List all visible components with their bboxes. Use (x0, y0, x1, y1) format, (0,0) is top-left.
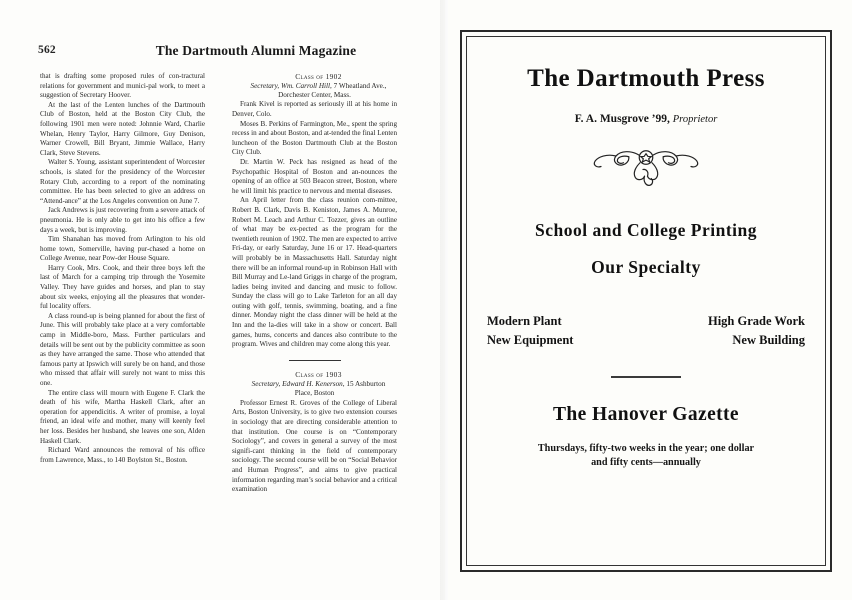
column-middle (232, 72, 397, 495)
column-left (40, 72, 205, 465)
secretary-address-1: , 15 Ashburton (342, 380, 386, 389)
secretary-address-2: Place, Boston (294, 389, 335, 398)
paragraph: Harry Cook, Mrs. Cook, and their three boys left the last of March for a camping trip through the Yosemite Valley. They have guides and horses, and plan to stay about six weeks, enjoying all the pleasures that wonder-ful locality offers. (40, 263, 205, 311)
paragraph: Dr. Martin W. Peck has resigned as head of the Psychopathic Hospital of Boston and an-nounces the opening of an office at 503 Beacon street, Boston, where he will limit his practice to nervous and mental diseases. (232, 157, 397, 195)
paragraph: that is drafting some proposed rules of con-tractural relations for government and munici-pal work, to meet a suggestion of Secretary Hoover. (40, 72, 205, 100)
secretary-name: Wm. Carroll Hill (280, 81, 331, 90)
paragraph: An April letter from the class reunion com-mittee, Robert B. Clark, Davis B. Keniston, James A. Munroe, Robert M. Leach and Arthur C. Tozzer, gives an outline of what may be ex-pected as the program for the twentieth reunion of 1902. The men are expected to arrive Fri-day, or early Saturday, June 16 or 17. Head-quarters will probably be in Massachusetts Hall. Saturday night there will be an informal round-up in Robinson Hall with Bill Murray and Le-land Griggs in charge of the program, ladies being invited and dancing and music to follow. Sunday the class will go to Lake Tarleton for an all day outing with golf, tennis, swimming, boating, and a fine dinner. Monday night the class dinner will be held at the Inn and the la-dies will take in a show or concert. Ball games, hums, concerts and dances also contribute to the program. Wives and children may come along this year. (232, 196, 397, 349)
secretary-address-1: , 7 Wheatland Ave., (330, 81, 387, 90)
paragraph: Walter S. Young, assistant superintendent of Worcester schools, is slated for the presidency of the Worcester Rotary Club, according to a report of the nominating committee. He has been selected to give an address on “Attend-ance” at the Los Angeles convention on June 7. (40, 158, 205, 205)
paragraph: Jack Andrews is just recovering from a severe attack of pneumonia. He is only able to get into his office a few days a week, but is improving. (40, 206, 205, 234)
advertisement-outer-border (460, 30, 832, 572)
paragraph: A class round-up is being planned for about the first of June. This will probably take place at a very comfortable camp in Middle-boro, Mass. Further particulars and details will be sent out by the publicity committee as soon as they have arranged the same. Those who attended that famous party at Ipswich will surely be on hand, and those who missed that affair will surely not want to miss this one. (40, 311, 205, 387)
gazette-terms-line2: and fifty cents—annually (591, 456, 701, 468)
advertisement-headline-line2: Our Specialty (591, 257, 701, 277)
advertisement-features (487, 312, 805, 350)
paragraph: At the last of the Lenten lunches of the Dartmouth Club of Boston, held at the Boston City Club, the following 1901 men were noted: Johnnie Ward, Charlie Whelan, Henry Taylor, Harry Gilmore, Guy Denison, Warner Crowell, Bill Bryant, Jimmie Wallace, Harry Clark, Steve Stevens. (40, 100, 205, 157)
paragraph: Professor Ernest R. Groves of the College of Liberal Arts, Boston University, is to give two extension courses in sociology that are directing considerable attention to that institution. One course is on “Contemporary Sociology”, and covers in general a survey of the most signifi-cant thinking in the field of contemporary sociology. The second course will be on “Social Behavior and Human Progress”, and aims to give practical information regarding man’s social behavior and a critical examination (232, 398, 397, 494)
running-head (38, 44, 413, 62)
advertisement-inner-border (466, 36, 826, 566)
feature-modern-plant: Modern Plant (487, 314, 562, 328)
secretary-label: Secretary, (250, 81, 280, 90)
secretary-label: Secretary, (251, 380, 281, 389)
secretary-name: Edward H. Kenerson (282, 380, 343, 389)
proprietor-label: Proprietor (672, 114, 718, 125)
secretary-line-1903 (232, 380, 397, 399)
paragraph: Richard Ward announces the removal of his office from Lawrence, Mass., to 140 Boylston St., Boston. (40, 446, 205, 464)
gazette-terms-line1: Thursdays, fifty-two weeks in the year; one dollar (537, 442, 755, 454)
proprietor-line (467, 113, 825, 125)
page-number: 562 (38, 44, 56, 56)
section-divider-rule (289, 360, 341, 362)
paragraph: Moses B. Perkins of Farmington, Me., spent the spring recess in and about Boston, and at-tended the final Lenten luncheon of the Boston Dartmouth Club at the Boston City Club. (232, 119, 397, 157)
feature-row (487, 331, 805, 350)
advertisement-divider-rule (611, 376, 681, 378)
secretary-address-2: Dorchester Center, Mass. (278, 91, 351, 99)
right-advertisement-page (448, 0, 852, 600)
advertisement-content (467, 37, 825, 565)
feature-new-building: New Building (732, 333, 805, 347)
gazette-title: The Hanover Gazette (553, 403, 739, 425)
feature-high-grade-work: High Grade Work (707, 314, 805, 328)
advertiser-name: The Dartmouth Press (527, 65, 765, 92)
gazette-subscription-terms (496, 442, 796, 470)
paragraph: The entire class will mourn with Eugene F. Clark the death of his wife, Martha Haskell Clark, after an operation for appendicitis. A writer of promise, a loyal friend, an ideal wife and mother, many will keenly feel her loss. Besides her husband, she leaves one son, Alden Haskell Clark. (40, 388, 205, 445)
feature-new-equipment: New Equipment (487, 333, 574, 347)
feature-row (487, 312, 805, 331)
proprietor-name: F. A. Musgrove ’99, (574, 113, 670, 125)
class-heading-1902: Class of 1902 (295, 72, 342, 81)
floral-scrollwork-ornament (586, 147, 706, 189)
magazine-title: The Dartmouth Alumni Magazine (155, 43, 357, 58)
paragraph: Frank Kivel is reported as seriously ill at his home in Denver, Colo. (232, 100, 397, 118)
class-heading-1903: Class of 1903 (295, 370, 342, 380)
advertisement-headline-line1: School and College Printing (534, 220, 758, 240)
paragraph: Tim Shanahan has moved from Arlington to his old home town, Somerville, having pur-chased a home on College Avenue, near Pow-der House Square. (40, 235, 205, 263)
secretary-line-1902 (232, 82, 397, 101)
